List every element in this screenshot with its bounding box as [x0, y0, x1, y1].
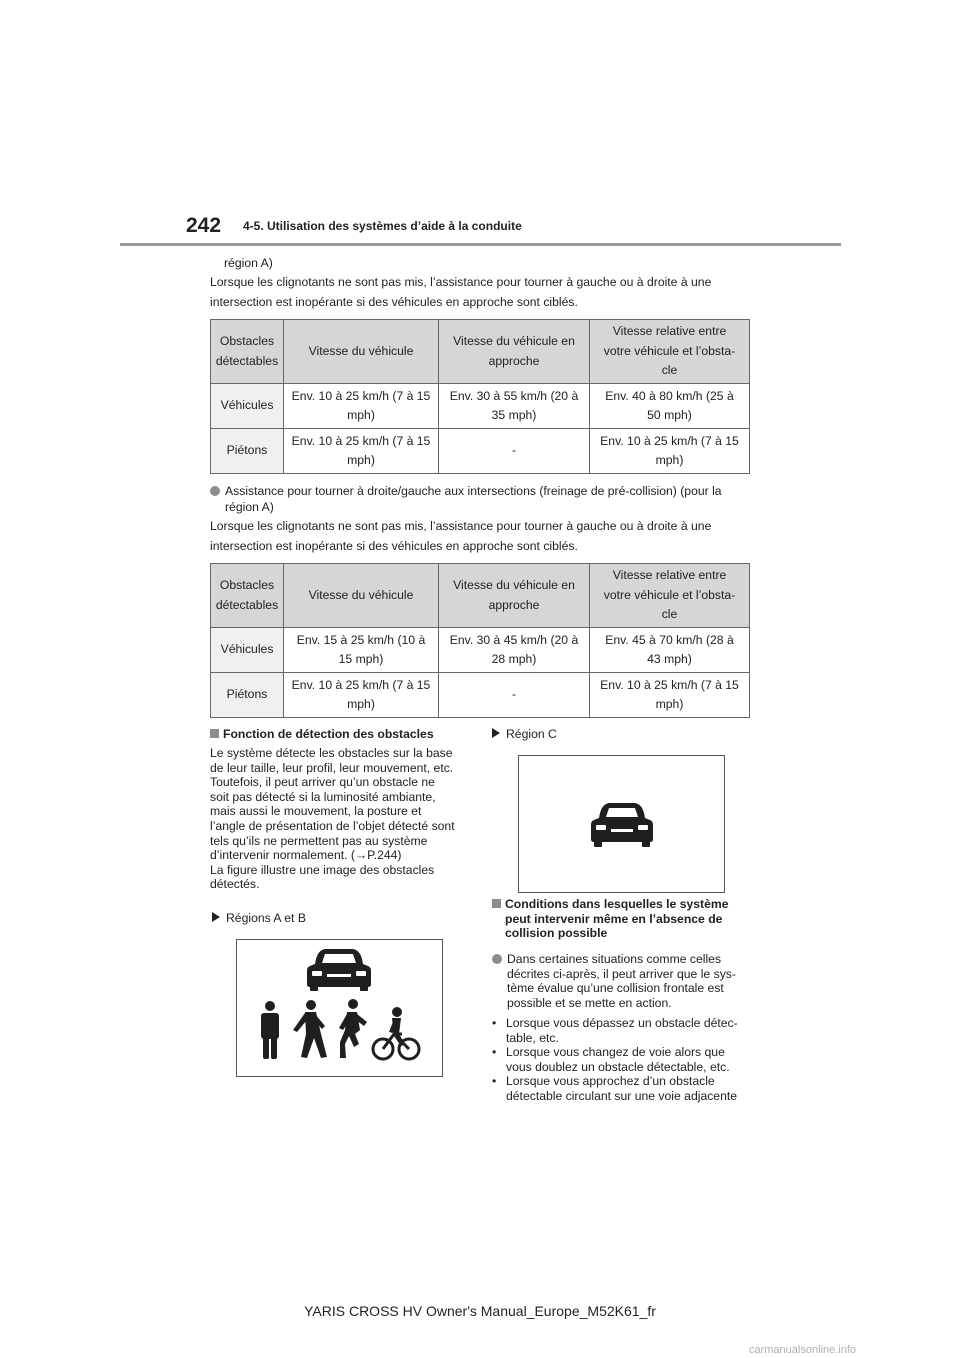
- bullet-intersection: Assistance pour tourner à droite/gauche aux intersections (freinage de pré-collision) (pour la région A): [210, 483, 755, 515]
- th-relative-speed: Vitesse relative entre votre véhicule et l’obsta- cle: [590, 564, 750, 628]
- cell-vehicle-speed: Env. 10 à 25 km/h (7 à 15 mph): [284, 673, 439, 718]
- intro-line-2: intersection est inopérante si des véhicules en approche sont ciblés.: [210, 295, 578, 309]
- row-label: Véhicules: [211, 384, 284, 429]
- page-number: 242: [186, 214, 222, 237]
- pedestrian-standing-icon: [261, 1001, 279, 1059]
- footer-manual-title: YARIS CROSS HV Owner's Manual_Europe_M52K61_fr: [304, 1303, 656, 1319]
- cell-approach-speed: Env. 30 à 55 km/h (20 à 35 mph): [439, 384, 590, 429]
- car-icon: [307, 949, 371, 991]
- list-item: • Lorsque vous approchez d’un obstacle détectable circulant sur une voie adjacente: [492, 1074, 738, 1103]
- row-label: Piétons: [211, 429, 284, 474]
- figure-region-c: [518, 755, 725, 893]
- cell-relative-speed: Env. 45 à 70 km/h (28 à 43 mph): [590, 628, 750, 673]
- bullet-dot-icon: [492, 954, 502, 964]
- obstacle-detection-paragraph: Le système détecte les obstacles sur la base de leur taille, leur profil, leur mouvement, etc. Toutefois, il peut arriver qu’un obstacle ne soit pas détecté si la luminosité ambiante, mais aussi le mouvement, la posture et l’angle de présentation de l’objet détecté sont tels qu’ils ne permettent pas au système d’intervenir normalement. (→P.244) La figure illustre une image des obstacles détectés.: [210, 746, 455, 892]
- speed-table-2: [210, 563, 750, 718]
- th-approach-speed: Vitesse du véhicule en approche: [439, 564, 590, 628]
- intro-line-1: Lorsque les clignotants ne sont pas mis, l’assistance pour tourner à gauche ou à droite à une: [210, 275, 712, 289]
- table-row: [211, 628, 750, 673]
- square-marker-icon: [210, 729, 219, 738]
- watermark: carmanualsonline.info: [748, 1344, 856, 1356]
- bullet-dot-icon: [210, 486, 220, 496]
- cell-approach-speed: Env. 30 à 45 km/h (20 à 28 mph): [439, 628, 590, 673]
- heading-conditions: Conditions dans lesquelles le système peut intervenir même en l’absence de collision possible: [492, 897, 754, 941]
- triangle-marker-icon: [212, 912, 220, 922]
- obstacles-illustration: [237, 940, 442, 1076]
- mid-line-2: intersection est inopérante si des véhicules en approche sont ciblés.: [210, 539, 578, 553]
- square-marker-icon: [492, 899, 501, 908]
- table-header-row: [211, 320, 750, 384]
- section-title: 4-5. Utilisation des systèmes d’aide à la conduite: [243, 219, 522, 233]
- th-vehicle-speed: Vitesse du véhicule: [284, 320, 439, 384]
- intro-line-0: région A): [224, 256, 273, 270]
- cell-relative-speed: Env. 40 à 80 km/h (25 à 50 mph): [590, 384, 750, 429]
- label-region-c: Région C: [492, 727, 557, 742]
- vehicle-illustration: [519, 756, 724, 892]
- mid-line-1: Lorsque les clignotants ne sont pas mis, l’assistance pour tourner à gauche ou à droite à une: [210, 519, 712, 533]
- cyclist-body-icon: [389, 1007, 405, 1046]
- th-obstacles: Obstacles détectables: [211, 320, 284, 384]
- th-approach-speed: Vitesse du véhicule en approche: [439, 320, 590, 384]
- th-relative-speed: Vitesse relative entre votre véhicule et l’obsta- cle: [590, 320, 750, 384]
- label-regions-ab: Régions A et B: [212, 911, 306, 926]
- pedestrian-walking-icon: [293, 1000, 327, 1058]
- car-icon: [591, 803, 653, 847]
- list-item: • Lorsque vous dépassez un obstacle détec- table, etc.: [492, 1016, 738, 1045]
- row-label: Véhicules: [211, 628, 284, 673]
- table-row: [211, 673, 750, 718]
- th-vehicle-speed: Vitesse du véhicule: [284, 564, 439, 628]
- figure-regions-ab: [236, 939, 443, 1077]
- table-row: [211, 429, 750, 474]
- th-obstacles: Obstacles détectables: [211, 564, 284, 628]
- cell-relative-speed: Env. 10 à 25 km/h (7 à 15 mph): [590, 673, 750, 718]
- cell-vehicle-speed: Env. 10 à 25 km/h (7 à 15 mph): [284, 384, 439, 429]
- table-header-row: [211, 564, 750, 628]
- row-label: Piétons: [211, 673, 284, 718]
- header-rule: [120, 243, 841, 246]
- cell-relative-speed: Env. 10 à 25 km/h (7 à 15 mph): [590, 429, 750, 474]
- heading-obstacle-detection: Fonction de détection des obstacles: [210, 727, 468, 742]
- triangle-marker-icon: [492, 728, 500, 738]
- list-item: • Lorsque vous changez de voie alors que vous doublez un obstacle détectable, etc.: [492, 1045, 730, 1074]
- conditions-bullet: Dans certaines situations comme celles décrites ci-après, il peut arriver que le sys- tème évalue qu’une collision frontale est possible et se mette en action.: [492, 952, 754, 1010]
- conditions-list: [492, 1016, 754, 1104]
- cell-approach-speed: -: [439, 673, 590, 718]
- speed-table-1: [210, 319, 750, 474]
- table-row: [211, 384, 750, 429]
- cell-vehicle-speed: Env. 10 à 25 km/h (7 à 15 mph): [284, 429, 439, 474]
- cell-approach-speed: -: [439, 429, 590, 474]
- cell-vehicle-speed: Env. 15 à 25 km/h (10 à 15 mph): [284, 628, 439, 673]
- pedestrian-running-icon: [339, 999, 367, 1058]
